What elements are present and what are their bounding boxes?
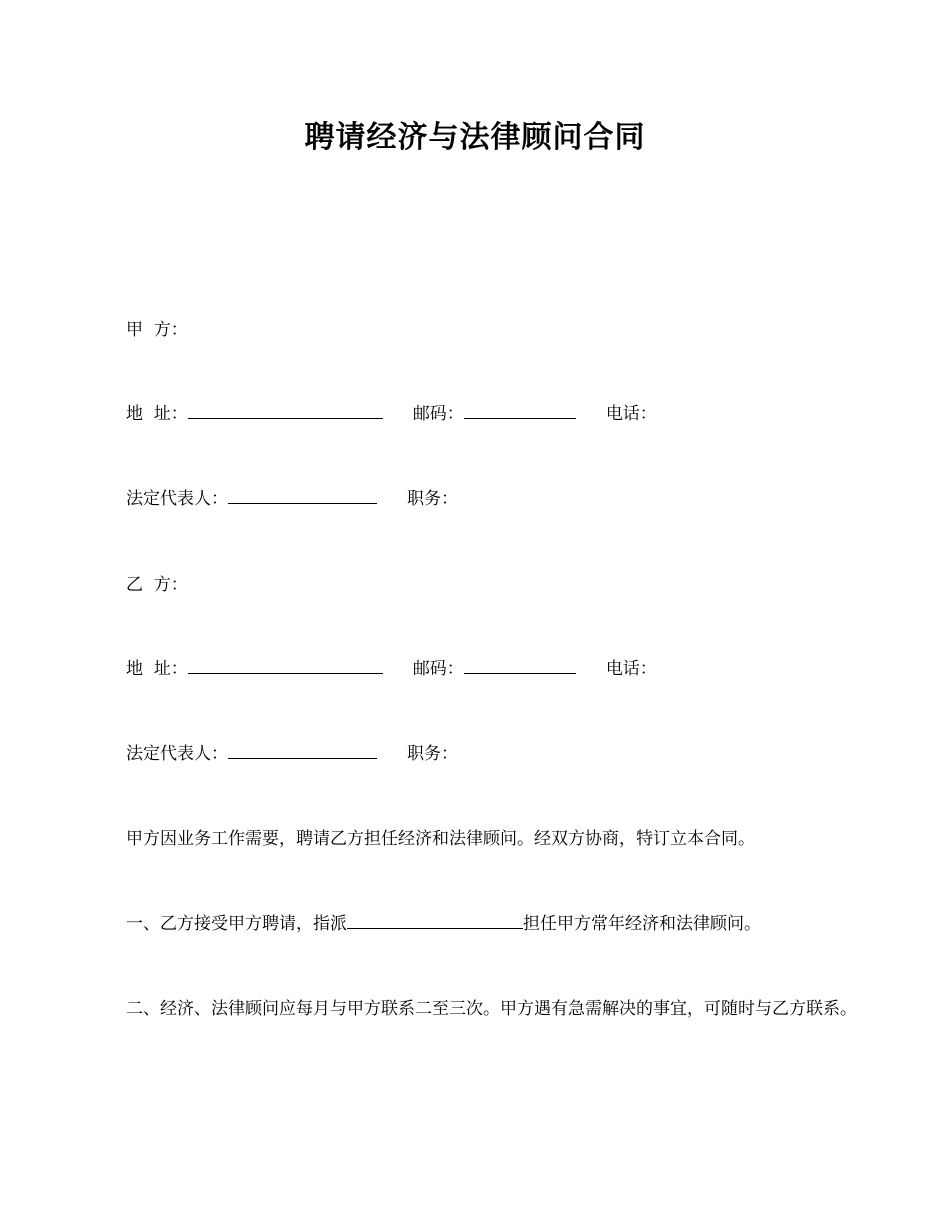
party-a-phone-label: 电话： bbox=[605, 404, 657, 424]
clause-1-prefix: 一、乙方接受甲方聘请，指派 bbox=[126, 914, 347, 934]
party-b-rep-line bbox=[126, 742, 458, 766]
party-a-rep-label: 法定代表人： bbox=[126, 489, 228, 509]
party-a-label: 甲 方： bbox=[126, 320, 188, 340]
party-b-phone-label: 电话： bbox=[605, 659, 657, 679]
party-b-line bbox=[126, 573, 188, 597]
party-b-address-blank[interactable] bbox=[188, 657, 383, 674]
party-a-rep-blank[interactable] bbox=[228, 487, 377, 504]
clause-1-suffix: 担任甲方常年经济和法律顾问。 bbox=[523, 914, 761, 934]
party-a-position-label: 职务： bbox=[407, 489, 458, 509]
clause-1 bbox=[126, 912, 761, 936]
party-b-position-label: 职务： bbox=[407, 744, 458, 764]
party-a-address-line bbox=[126, 402, 657, 426]
party-a-line bbox=[126, 318, 188, 342]
party-a-postcode-label: 邮码： bbox=[412, 404, 464, 424]
party-b-rep-label: 法定代表人： bbox=[126, 744, 228, 764]
party-b-postcode-label: 邮码： bbox=[412, 659, 464, 679]
party-a-postcode-blank[interactable] bbox=[464, 402, 576, 419]
party-b-address-label: 地 址： bbox=[126, 659, 188, 679]
party-b-address-line bbox=[126, 657, 657, 681]
party-b-rep-blank[interactable] bbox=[228, 742, 377, 759]
party-a-address-blank[interactable] bbox=[188, 402, 383, 419]
party-b-label: 乙 方： bbox=[126, 575, 188, 595]
clause-1-appointee-blank[interactable] bbox=[347, 912, 523, 929]
clause-2: 二、经济、法律顾问应每月与甲方联系二至三次。甲方遇有急需解决的事宜，可随时与乙方联系。 bbox=[126, 999, 857, 1019]
party-b-postcode-blank[interactable] bbox=[464, 657, 576, 674]
intro-paragraph: 甲方因业务工作需要，聘请乙方担任经济和法律顾问。经双方协商，特订立本合同。 bbox=[126, 829, 755, 849]
party-a-address-label: 地 址： bbox=[126, 404, 188, 424]
document-title: 聘请经济与法律顾问合同 bbox=[304, 120, 646, 155]
party-a-rep-line bbox=[126, 487, 458, 511]
